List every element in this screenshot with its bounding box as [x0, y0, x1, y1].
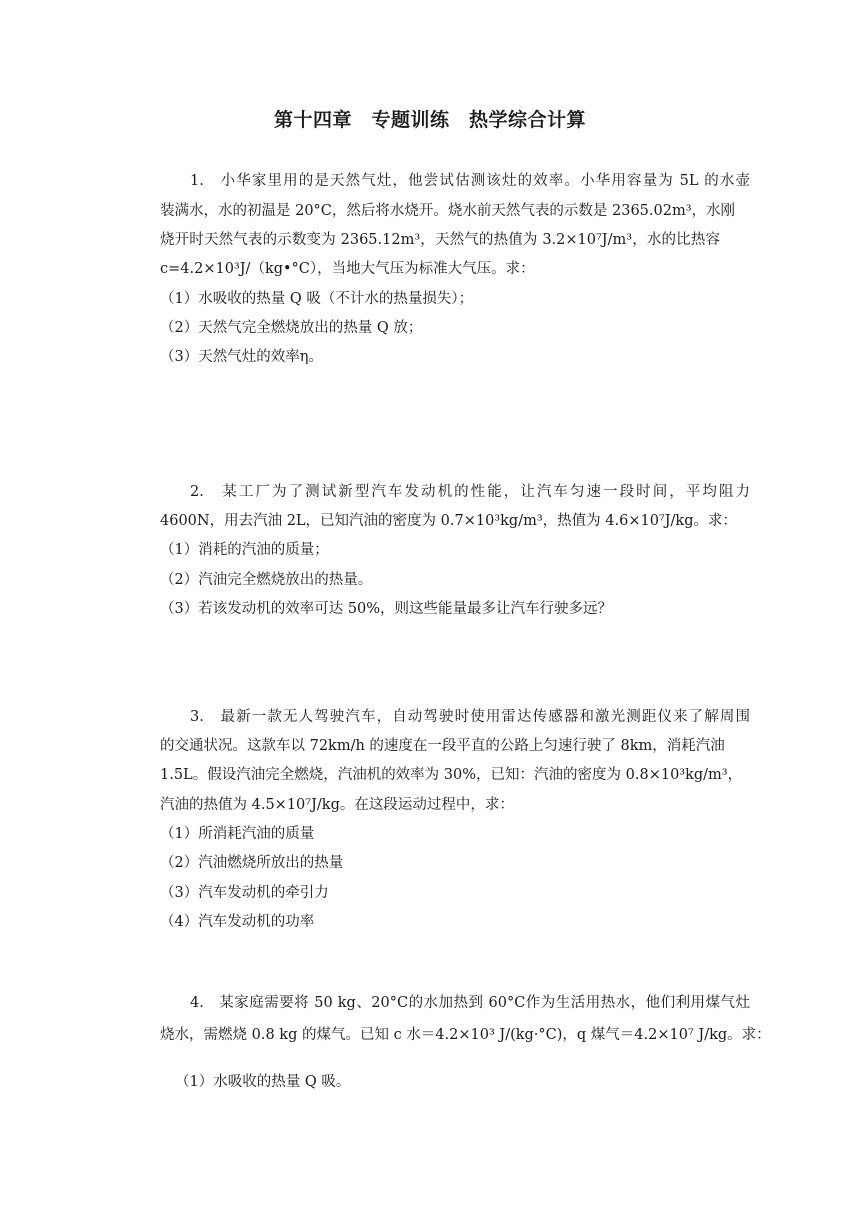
text-line: （3）若该发动机的效率可达 50%，则这些能量最多让汽车行驶多远？	[160, 601, 613, 617]
text-line: （2）汽油燃烧所放出的热量	[160, 855, 344, 871]
text-line: 2. 某工厂为了测试新型汽车发动机的性能，让汽车匀速一段时间，平均阻力	[190, 484, 750, 500]
text-line: （1）水吸收的热量 Q 吸。	[175, 1074, 351, 1090]
text-line: 装满水，水的初温是 20°C，然后将水烧开。烧水前天然气表的示数是 2365.02m³，水刚	[160, 203, 736, 219]
text-line: 汽油的热值为 4.5×10⁷J/kg。在这段运动过程中，求：	[160, 797, 514, 813]
text-line: （2）汽油完全燃烧放出的热量。	[160, 572, 373, 588]
text-line: 的交通状况。这款车以 72km/h 的速度在一段平直的公路上匀速行驶了 8km，消耗汽油	[160, 738, 725, 754]
text-line: 1.5L。假设汽油完全燃烧，汽油机的效率为 30%，已知：汽油的密度为 0.8×10³kg/m³，	[160, 767, 743, 783]
text-line: 4600N，用去汽油 2L，已知汽油的密度为 0.7×10³kg/m³，热值为 4.6×10⁷J/kg。求：	[160, 513, 737, 529]
text-line: 烧水，需燃烧 0.8 kg 的煤气。已知 c 水＝4.2×10³ J/(kg·°C)，q 煤气＝4.2×10⁷ J/kg。求：	[160, 1027, 771, 1043]
text-line: c=4.2×10³J/（kg•°C），当地大气压为标准大气压。求：	[160, 261, 535, 277]
text-line: 烧开时天然气表的示数变为 2365.12m³，天然气的热值为 3.2×10⁷J/m³，水的比热容	[160, 232, 720, 248]
text-line: 4. 某家庭需要将 50 kg、20°C的水加热到 60°C作为生活用热水，他们利用煤气灶	[190, 995, 750, 1011]
text-line: （1）所消耗汽油的质量	[160, 826, 315, 842]
text-line: （1）水吸收的热量 Q 吸（不计水的热量损失）；	[160, 291, 474, 307]
text-line: 1. 小华家里用的是天然气灶，他尝试估测该灶的效率。小华用容量为 5L 的水壶	[190, 173, 750, 189]
text-line: （4）汽车发动机的功率	[160, 914, 315, 930]
text-line: （2）天然气完全燃烧放出的热量 Q 放；	[160, 320, 423, 336]
text-line: 3. 最新一款无人驾驶汽车，自动驾驶时使用雷达传感器和激光测距仪来了解周围	[190, 709, 750, 725]
text-line: （3）天然气灶的效率η。	[160, 349, 323, 365]
text-line: （1）消耗的汽油的质量；	[160, 542, 329, 558]
page-title: 第十四章 专题训练 热学综合计算	[273, 109, 586, 131]
text-line: （3）汽车发动机的牵引力	[160, 885, 329, 901]
